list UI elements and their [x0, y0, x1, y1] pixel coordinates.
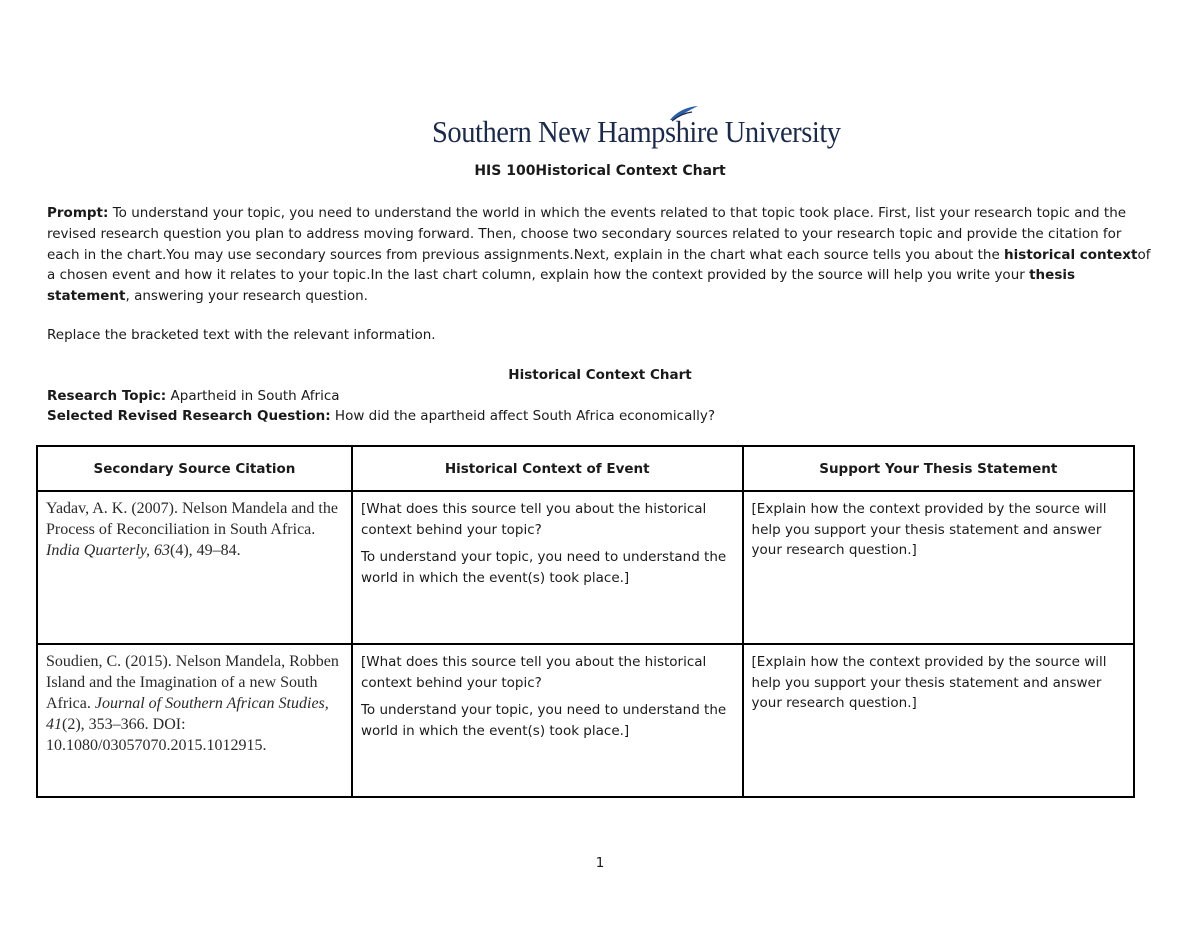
research-question	[47, 408, 715, 424]
header-support-thesis: Support Your Thesis Statement	[743, 446, 1134, 491]
citation-details: (2), 353–366. DOI: 10.1080/03057070.2015.1012915.	[46, 716, 267, 754]
prompt-text-1: To understand your topic, you need to understand the world in which the events related to that topic took place. First, list your research topic and the revised research question you plan to address moving forward. Then, choose two secondary sources related to your research topic and provide the citation for each in the chart.You may use secondary sources from previous assignments.Next, explain in the chart what each source tells you about the	[47, 205, 1127, 263]
citation-journal: Journal of Southern African Studies, 41	[46, 695, 329, 733]
table-row	[37, 491, 1134, 644]
research-topic-value: Apartheid in South Africa	[166, 388, 340, 404]
context-question: [What does this source tell you about the historical context behind your topic?	[360, 501, 707, 538]
logo-text: Southern New Hampshire University	[432, 114, 841, 149]
instruction-text: Replace the bracketed text with the relevant information.	[47, 327, 436, 343]
citation-cell	[37, 644, 352, 797]
prompt-label: Prompt:	[47, 205, 109, 221]
prompt-bold-historical-context: historical context	[1004, 246, 1138, 263]
support-text: [Explain how the context provided by the source will help you support your thesis statement and answer your research question.]	[751, 654, 1107, 711]
citation-text: Soudien, C. (2015). Nelson Mandela, Robben Island and the Imagination of a new South Africa.	[46, 653, 339, 712]
page-number: 1	[595, 855, 605, 871]
context-cell	[352, 491, 743, 644]
research-question-label: Selected Revised Research Question:	[47, 408, 331, 424]
citation-cell	[37, 491, 352, 644]
citation-details: (4), 49–84.	[170, 542, 241, 559]
document-title: HIS 100Historical Context Chart	[474, 163, 726, 179]
prompt-text-3: , answering your research question.	[125, 288, 368, 305]
chart-heading: Historical Context Chart	[508, 367, 692, 383]
prompt-text-2: of a chosen event and how it relates to your topic.In the last chart column, explain how the context provided by the source will help you write your	[47, 246, 1151, 284]
university-logo	[432, 104, 841, 154]
citation-text: Yadav, A. K. (2007). Nelson Mandela and the Process of Reconciliation in South Africa.	[46, 500, 338, 538]
research-question-value: How did the apartheid affect South Africa economically?	[330, 408, 715, 424]
table-row	[37, 644, 1134, 797]
header-citation: Secondary Source Citation	[37, 446, 352, 491]
context-cell	[352, 644, 743, 797]
table-header-row	[37, 446, 1134, 491]
context-chart-table	[36, 445, 1135, 798]
context-question: [What does this source tell you about the historical context behind your topic?	[360, 654, 707, 691]
research-topic-label: Research Topic:	[47, 388, 167, 404]
support-text: [Explain how the context provided by the source will help you support your thesis statement and answer your research question.]	[751, 501, 1107, 558]
prompt-paragraph	[47, 203, 1157, 307]
support-cell	[743, 644, 1134, 797]
research-topic	[47, 388, 340, 404]
context-guidance: To understand your topic, you need to understand the world in which the event(s) took place.]	[360, 549, 727, 586]
header-historical-context: Historical Context of Event	[352, 446, 743, 491]
context-guidance: To understand your topic, you need to understand the world in which the event(s) took place.]	[360, 702, 727, 739]
prompt-bold-thesis-statement: thesis statement	[47, 267, 1076, 305]
support-cell	[743, 491, 1134, 644]
citation-journal: India Quarterly, 63	[46, 542, 170, 559]
